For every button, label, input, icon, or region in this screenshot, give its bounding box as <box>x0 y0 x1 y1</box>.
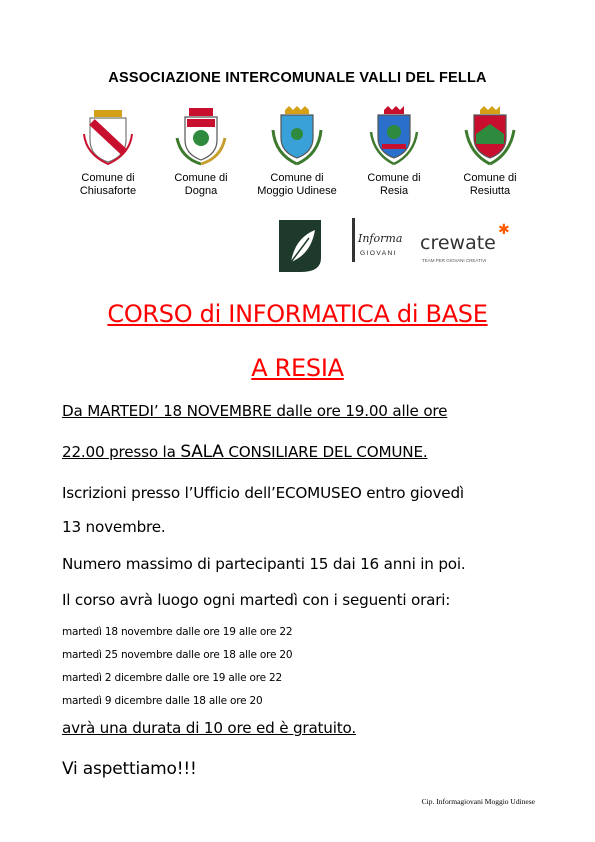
max-participants: Numero massimo di partecipanti 15 dai 16 anni in poi. <box>62 555 466 573</box>
course-venue-sala: SALA <box>180 442 224 462</box>
comune-chiusaforte <box>63 104 153 198</box>
comune-label-line2: Resiutta <box>469 185 511 197</box>
comune-label-line2: Resia <box>379 185 409 197</box>
comune-resiutta <box>445 104 535 198</box>
informa-title: Informa <box>358 232 403 245</box>
schedule-item: martedì 2 dicembre dalle ore 19 alle ore 22 <box>62 672 282 684</box>
comune-label-line2: Dogna <box>184 185 218 197</box>
ecomuseo-logo <box>277 218 325 274</box>
schedule-item: martedì 9 dicembre dalle 18 alle ore 20 <box>62 695 263 707</box>
comune-label-line2: Moggio Udinese <box>257 185 337 197</box>
informa-subtitle: GIOVANI <box>360 250 398 257</box>
ecomuseo-leaf-icon <box>277 218 325 274</box>
comune-label-line1: Comune di <box>270 172 324 184</box>
comune-moggio-udinese <box>252 104 342 198</box>
crewate-logo <box>420 222 510 268</box>
comune-resia <box>349 104 439 198</box>
enrollment-line1: Iscrizioni presso l’Ufficio dell’ECOMUSEO entro giovedì <box>62 484 464 502</box>
comune-dogna <box>156 104 246 198</box>
chiusaforte-crest-icon <box>80 104 136 166</box>
course-dates-line2-c: CONSILIARE DEL COMUNE. <box>223 443 428 461</box>
association-title: ASSOCIAZIONE INTERCOMUNALE VALLI DEL FELLA <box>108 70 487 86</box>
schedule-intro: Il corso avrà luogo ogni martedì con i seguenti orari: <box>62 591 451 609</box>
comune-label-line1: Comune di <box>463 172 517 184</box>
schedule-item: martedì 18 novembre dalle ore 19 alle ore 22 <box>62 626 293 638</box>
enrollment-line2: 13 novembre. <box>62 518 166 536</box>
star-icon: ✱ <box>498 222 510 238</box>
course-title: CORSO di INFORMATICA di BASE <box>107 300 488 328</box>
resia-crest-icon <box>366 104 422 166</box>
course-location: A RESIA <box>251 354 344 382</box>
schedule-item: martedì 25 novembre dalle ore 18 alle ore 20 <box>62 649 293 661</box>
informagiovani-logo <box>352 218 407 268</box>
course-dates-line1: Da MARTEDI’ 18 NOVEMBRE dalle ore 19.00 alle ore <box>62 402 448 420</box>
informa-bar <box>352 218 355 262</box>
moggio-udinese-crest-icon <box>269 104 325 166</box>
dogna-crest-icon <box>173 104 229 166</box>
crewate-subtitle: TEAM PER GIOVANI CREATIVI <box>422 258 487 263</box>
comune-label-line1: Comune di <box>81 172 135 184</box>
footer-credit: Cip. Informagiovani Moggio Udinese <box>421 797 535 806</box>
course-dates-line2 <box>62 442 427 462</box>
resiutta-crest-icon <box>462 104 518 166</box>
crewate-name: crewate <box>420 232 496 254</box>
comune-label-line1: Comune di <box>174 172 228 184</box>
duration-line: avrà una durata di 10 ore ed è gratuito. <box>62 719 356 737</box>
course-dates-line2-a: 22.00 presso la <box>62 443 181 461</box>
comune-label-line1: Comune di <box>367 172 421 184</box>
comune-label-line2: Chiusaforte <box>79 185 137 197</box>
closing-line: Vi aspettiamo!!! <box>62 759 197 779</box>
